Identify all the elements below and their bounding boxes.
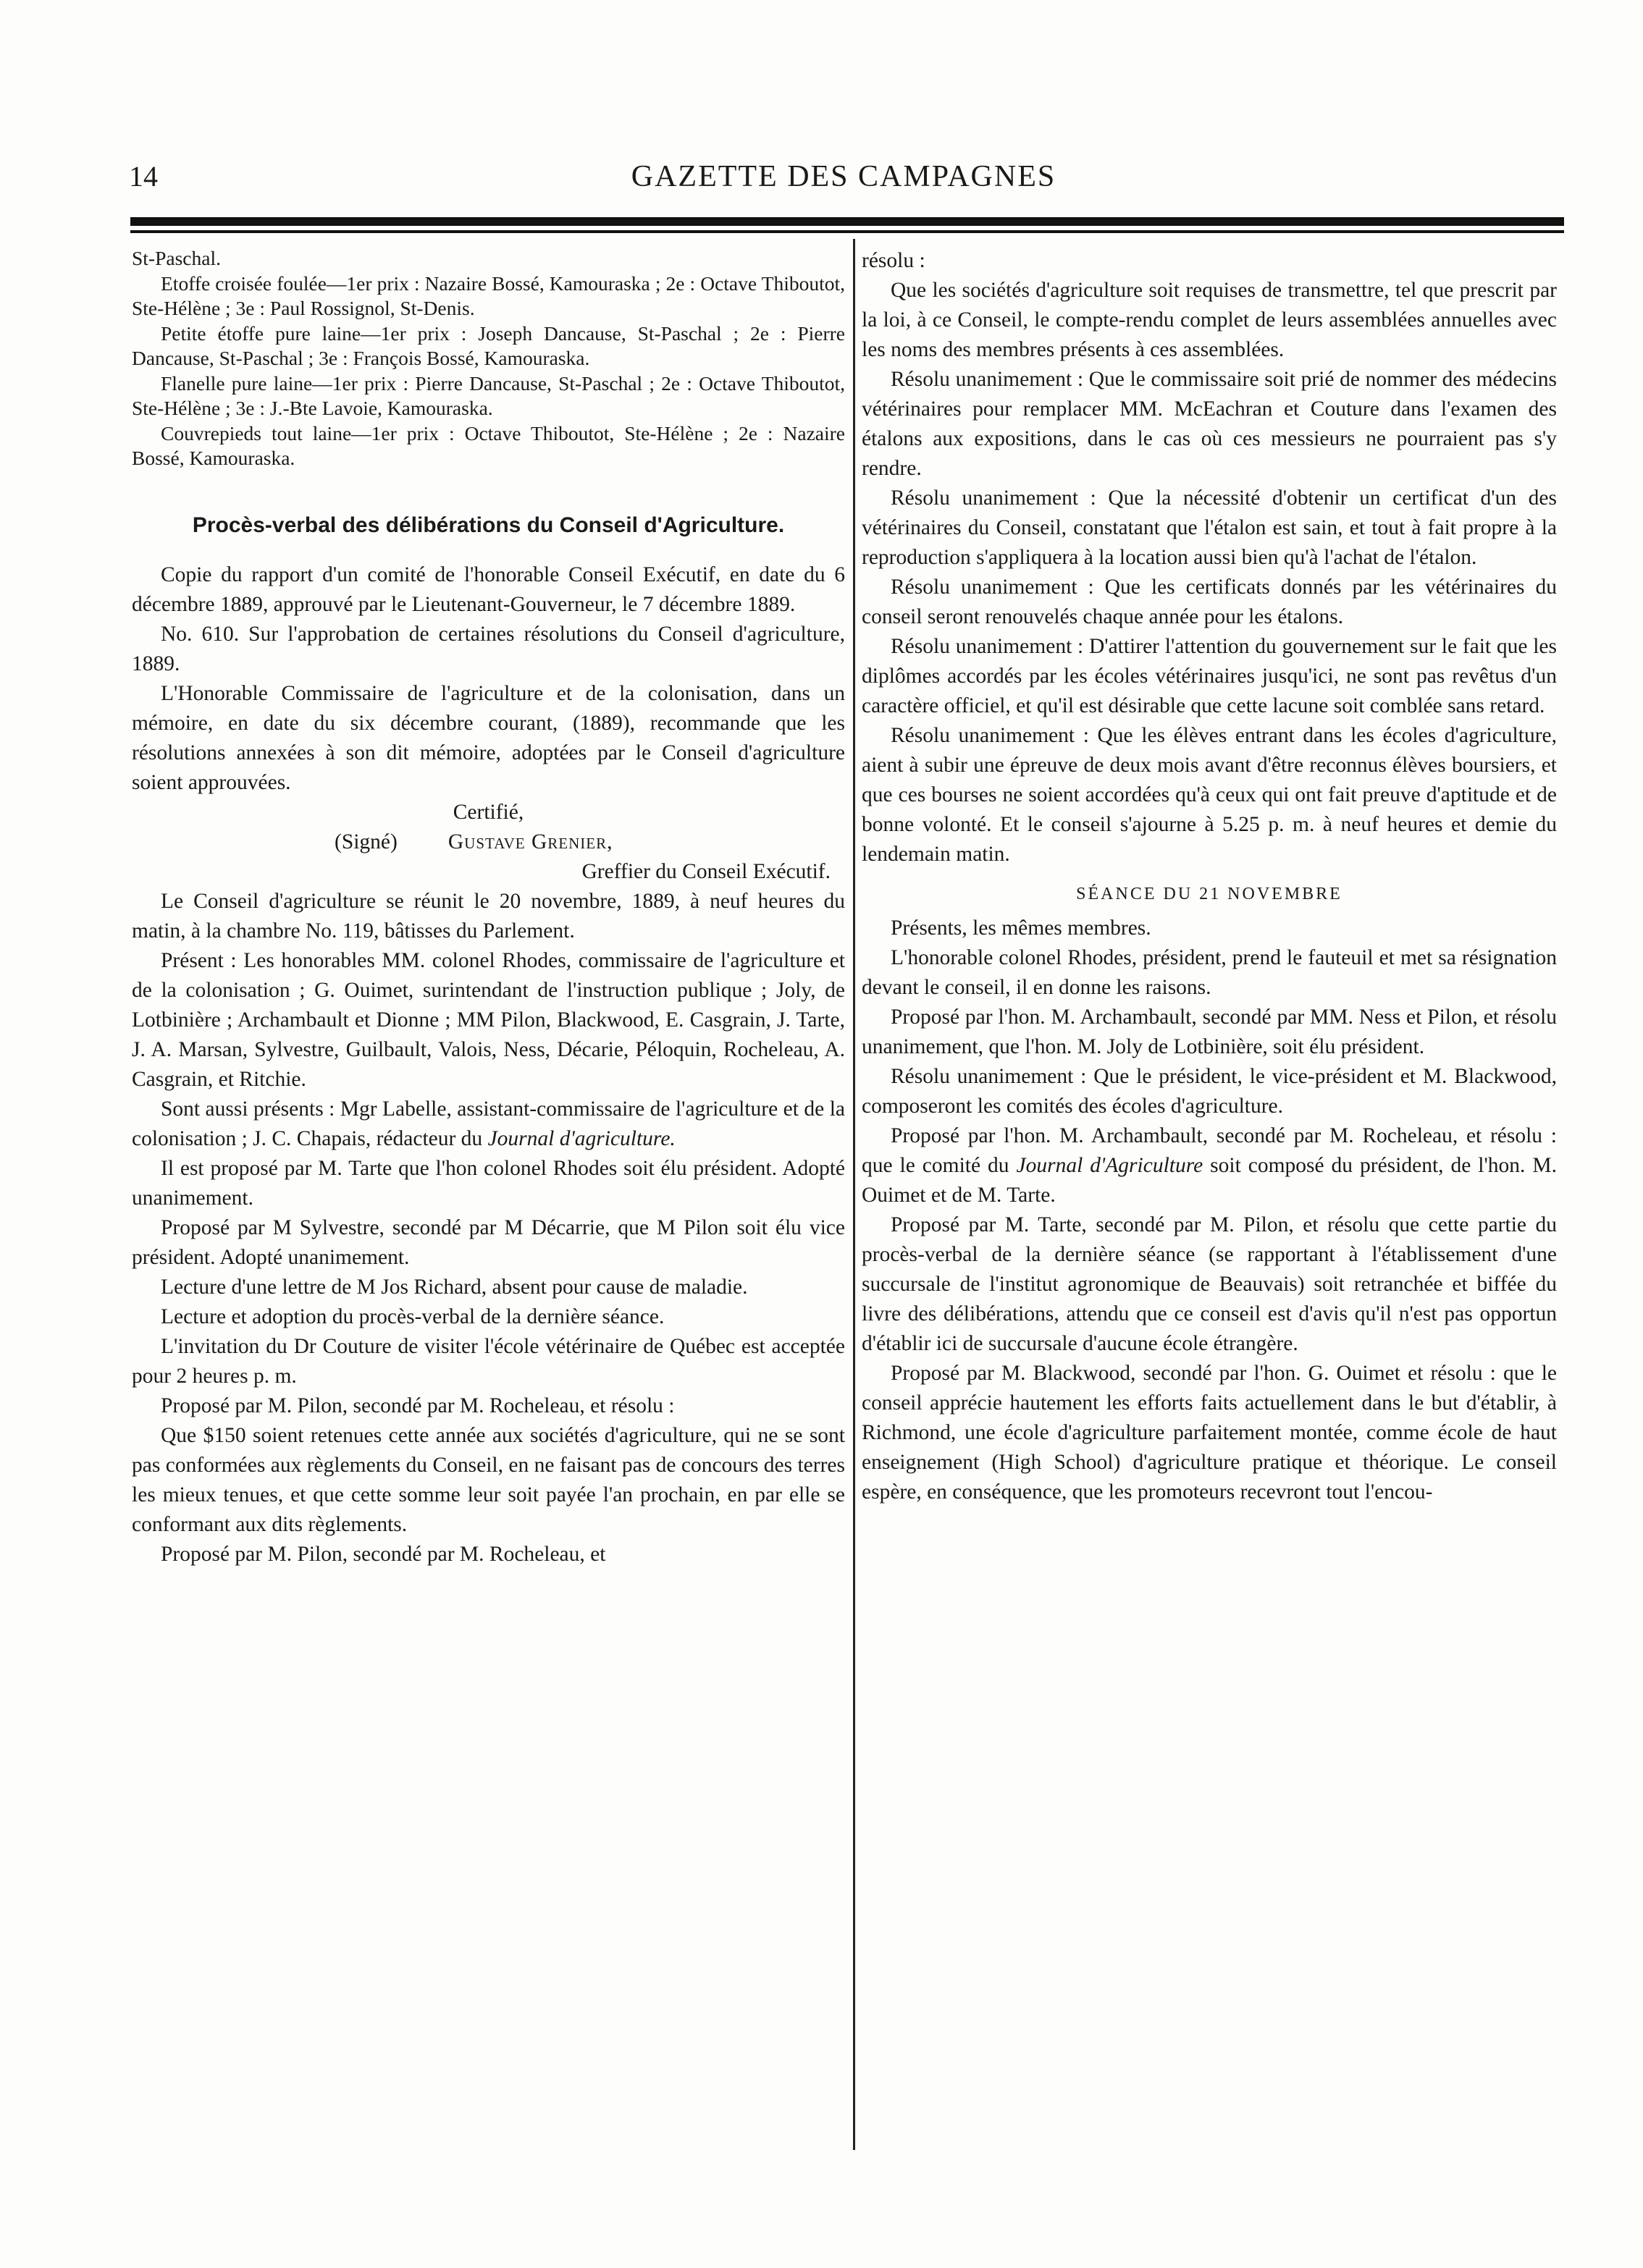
paragraph: Que $150 soient retenues cette année aux sociétés d'agriculture, qui ne se sont pas conformées aux règlements du Conseil, en ne faisant pas de concours des terres les mieux tenues, et que cette somme leur soit payée l'an prochain, en par elle se conformant aux dits règlements. — [132, 1423, 845, 1536]
paragraph: L'invitation du Dr Couture de visiter l'école vétérinaire de Québec est acceptée pour 2 heures p. m. — [132, 1334, 845, 1388]
signe-label: (Signé) — [335, 830, 398, 853]
paragraph: Résolu unanimement : Que les élèves entrant dans les écoles d'agriculture, aient à subir une épreuve de deux mois avant d'être reconnus élèves boursiers, et que ces bourses ne soient accordées qu'à ceux qui ont fait preuve d'aptitude et de bonne volonté. Et le conseil s'ajourne à 5.25 p. m. à neuf heures et demie du lendemain matin. — [862, 724, 1557, 866]
paragraph-text: Sont aussi présents : Mgr Labelle, assistant-commissaire de l'agriculture et de la colonisation ; J. C. Chapais, rédacteur du — [132, 1097, 845, 1150]
prize-line: St-Paschal. — [132, 247, 221, 269]
paragraph: Proposé par l'hon. M. Archambault, secondé par MM. Ness et Pilon, et résolu unanimement, que l'hon. M. Joly de Lotbinière, soit élu président. — [862, 1006, 1557, 1058]
prize-line: Flanelle pure laine—1er prix : Pierre Dancause, St-Paschal ; 2e : Octave Thiboutot, Ste-Hélène ; 3e : J.-Bte Lavoie, Kamouraska. — [132, 371, 845, 419]
paragraph: Le Conseil d'agriculture se réunit le 20 novembre, 1889, à neuf heures du matin, à la chambre No. 119, bâtisses du Parlement. — [132, 889, 845, 943]
paragraph: Lecture et adoption du procès-verbal de la dernière séance. — [161, 1304, 665, 1328]
prize-line: Petite étoffe pure laine—1er prix : Joseph Dancause, St-Paschal ; 2e : Pierre Dancause, St-Paschal ; 3e : François Bossé, Kamouraska. — [132, 321, 845, 369]
paragraph: Proposé par M. Tarte, secondé par M. Pilon, et résolu que cette partie du procès-verbal de la dernière séance (se rapportant à l'établissement d'une succursale de l'institut agronomique de Beauvais) soit retranchée et biffée du livre des délibérations, attendu que ce conseil est d'avis qu'il n'est pas opportun d'établir ici de succursale d'aucune école étrangère. — [862, 1213, 1557, 1355]
right-column — [862, 246, 1557, 1507]
paragraph: Résolu unanimement : Que le président, le vice-président et M. Blackwood, composeront les comités des écoles d'agriculture. — [862, 1065, 1557, 1118]
session-heading: SÉANCE DU 21 NOVEMBRE — [1076, 885, 1342, 903]
journal-title: Journal d'agriculture. — [487, 1126, 676, 1150]
signer-name: Gustave Grenier, — [447, 830, 613, 853]
paragraph: Proposé par M. Pilon, secondé par M. Rocheleau, et résolu : — [161, 1394, 675, 1417]
paragraph-text: Proposé par l'hon. M. Archambault, secondé par M. Rocheleau, et résolu : que le comité du — [862, 1124, 1557, 1177]
paragraph: Il est proposé par M. Tarte que l'hon colonel Rhodes soit élu président. Adopté unanimement. — [132, 1156, 845, 1210]
prize-line: Etoffe croisée foulée—1er prix : Nazaire Bossé, Kamouraska ; 2e : Octave Thiboutot, Ste-Hélène ; 3e : Paul Rossignol, St-Denis. — [132, 271, 845, 319]
paragraph: L'Honorable Commissaire de l'agriculture et de la colonisation, dans un mémoire, en date du six décembre courant, (1889), recommande que les résolutions annexées à son dit mémoire, adoptées par le Conseil d'agriculture soient approuvées. — [132, 681, 845, 794]
paragraph: Proposé par M Sylvestre, secondé par M Décarrie, que M Pilon soit élu vice président. Adopté unanimement. — [132, 1215, 845, 1269]
page-number: 14 — [129, 160, 158, 193]
prize-line: Couvrepieds tout laine—1er prix : Octave Thiboutot, Ste-Hélène ; 2e : Nazaire Bossé, Kamouraska. — [132, 421, 845, 469]
paragraph: Présent : Les honorables MM. colonel Rhodes, commissaire de l'agriculture et de la colonisation ; G. Ouimet, surintendant de l'instruction publique ; Joly, de Lotbinière ; Archambault et Dionne ; MM Pilon, Blackwood, E. Casgrain, J. Tarte, J. A. Marsan, Sylvestre, Guilbault, Valois, Ness, Décarie, Péloquin, Rocheleau, A. Casgrain, et Ritchie. — [132, 948, 845, 1091]
paragraph-text: soit composé du président, de l'hon. M. Ouimet et de M. Tarte. — [862, 1154, 1557, 1207]
page-header — [123, 159, 1564, 203]
paragraph — [862, 1121, 1557, 1210]
paragraph: Résolu unanimement : Que la nécessité d'obtenir un certificat d'un des vétérinaires du Conseil, constatant que l'étalon est sain, et tout à fait propre à la reproduction s'appliquera à la location aussi bien qu'à l'achat de l'étalon. — [862, 486, 1557, 569]
paragraph: Que les sociétés d'agriculture soit requises de transmettre, tel que prescrit par la loi, à ce Conseil, le compte-rendu complet de leurs assemblées annuelles avec les noms des membres présents à ces assemblées. — [862, 279, 1557, 361]
running-title: GAZETTE DES CAMPAGNES — [631, 160, 1056, 193]
left-column — [132, 246, 845, 1569]
paragraph: Lecture d'une lettre de M Jos Richard, absent pour cause de maladie. — [161, 1275, 748, 1299]
paragraph: Proposé par M. Pilon, secondé par M. Rocheleau, et — [161, 1542, 606, 1566]
header-rule-thick — [130, 217, 1564, 226]
paragraph: Résolu unanimement : Que le commissaire soit prié de nommer des médecins vétérinaires pour remplacer MM. McEachran et Couture dans l'examen des étalons aux expositions, dans le cas où ces messieurs ne pourraient pas s'y rendre. — [862, 368, 1557, 480]
paragraph: Proposé par M. Blackwood, secondé par l'hon. G. Ouimet et résolu : que le conseil apprécie hautement les efforts faits actuellement dans le but d'établir, à Richmond, une école d'agriculture parfaitement montée, comme école de haut enseignement (High School) d'agriculture pratique et théorique. Le conseil espère, en conséquence, que les promoteurs recevront tout l'encou- — [862, 1362, 1557, 1504]
signature-line — [132, 827, 845, 857]
paragraph: Résolu unanimement : Que les certificats donnés par les vétérinaires du conseil seront renouvelés chaque année pour les étalons. — [862, 576, 1557, 628]
signer-title: Greffier du Conseil Exécutif. — [581, 859, 831, 883]
header-rule-thin — [130, 230, 1564, 233]
paragraph: Copie du rapport d'un comité de l'honorable Conseil Exécutif, en date du 6 décembre 1889, approuvé par le Lieutenant-Gouverneur, le 7 décembre 1889. — [132, 562, 845, 616]
paragraph: No. 610. Sur l'approbation de certaines résolutions du Conseil d'agriculture, 1889. — [132, 622, 845, 675]
journal-title: Journal d'Agriculture — [1016, 1154, 1203, 1177]
paragraph: Résolu unanimement : D'attirer l'attention du gouvernement sur le fait que les diplômes accordés par les écoles vétérinaires jusqu'ici, ne sont pas revêtus d'un caractère officiel, et qu'il est désirable que cette lacune soit comblée sans retard. — [862, 635, 1557, 717]
column-divider — [853, 239, 855, 2150]
certifie-line: Certifié, — [453, 800, 524, 824]
section-title: Procès-verbal des délibérations du Conseil d'Agriculture. — [192, 513, 785, 537]
paragraph: résolu : — [862, 249, 925, 272]
paragraph — [132, 1095, 845, 1154]
paragraph: Présents, les mêmes membres. — [891, 916, 1151, 940]
paragraph: L'honorable colonel Rhodes, président, prend le fauteuil et met sa résignation devant le conseil, il en donne les raisons. — [862, 946, 1557, 999]
